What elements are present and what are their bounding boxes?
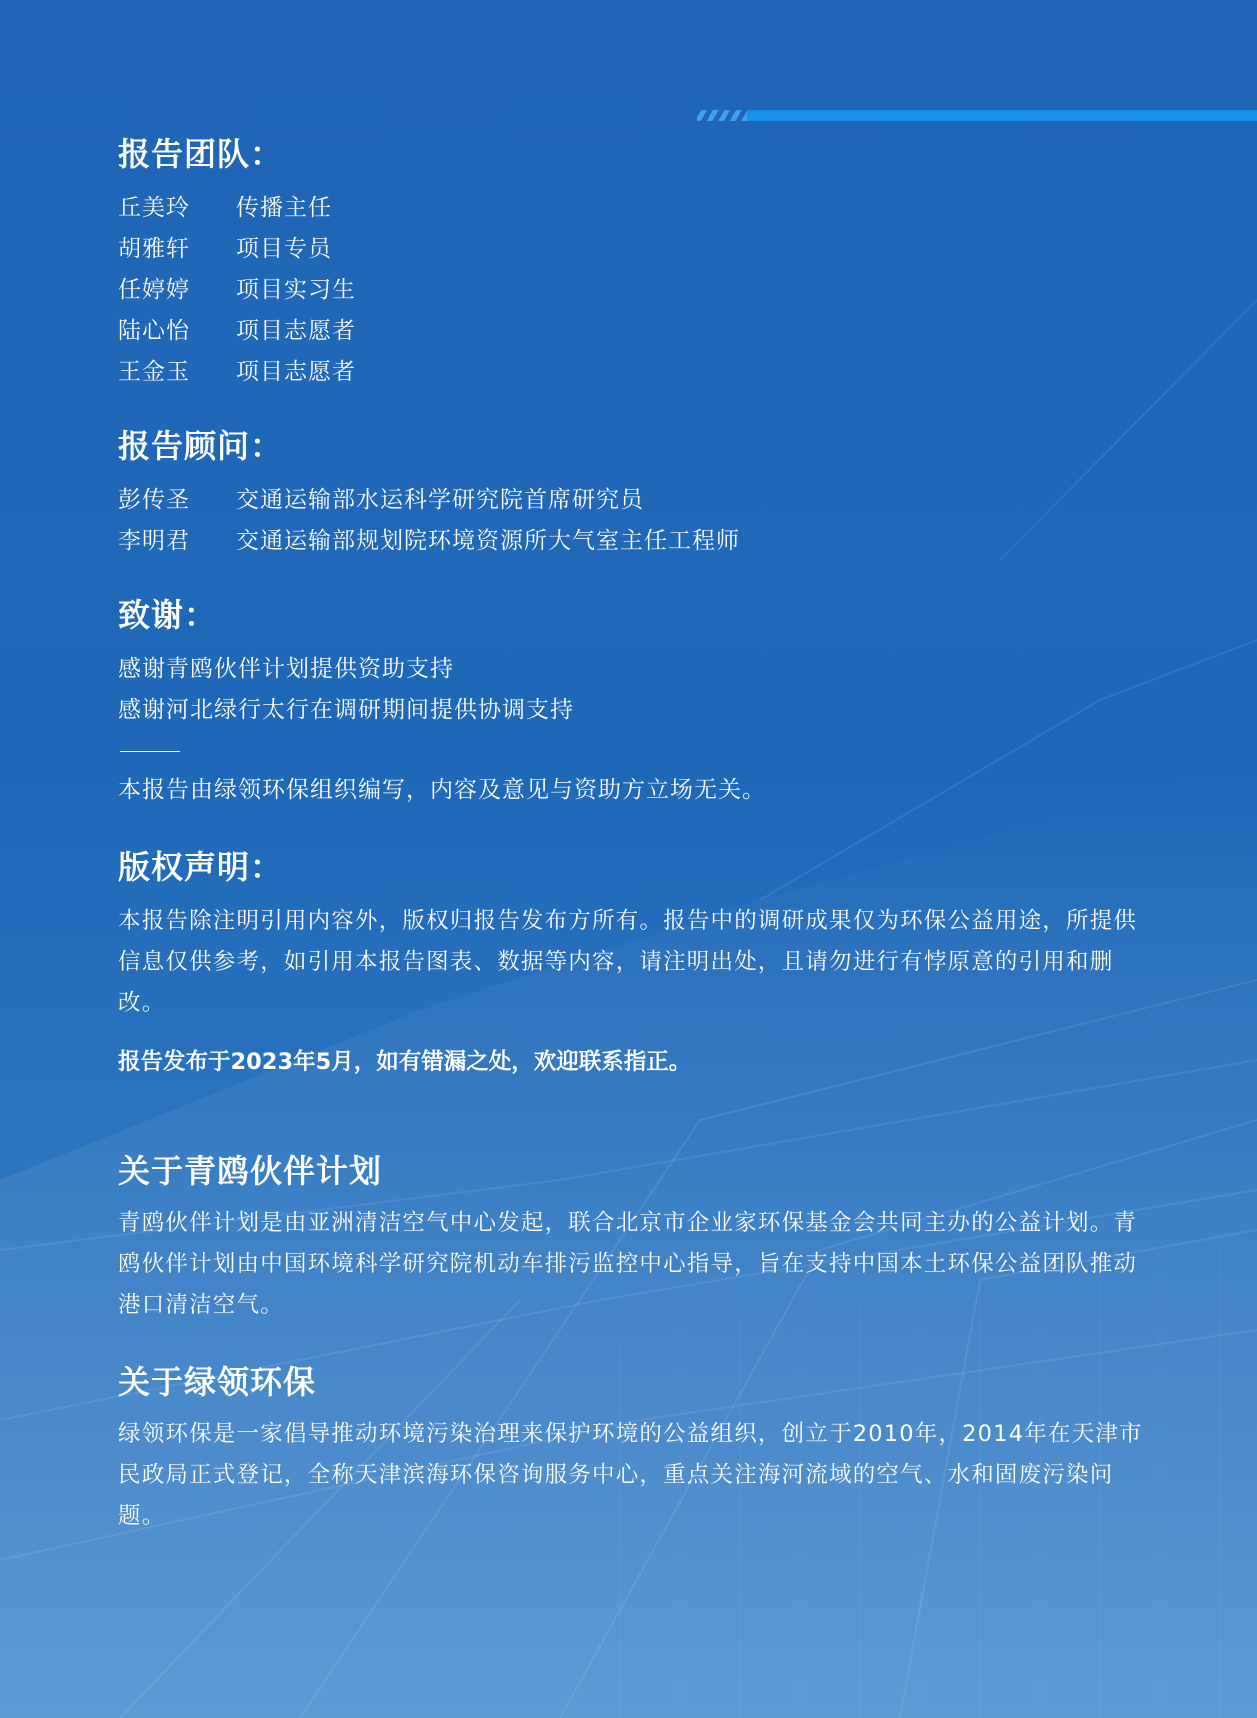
spacer <box>118 1083 1148 1145</box>
spacer <box>118 393 1148 420</box>
accent-stripes <box>697 110 747 121</box>
advisor-role: 交通运输部水运科学研究院首席研究员 <box>236 487 644 513</box>
advisor-row <box>118 521 1148 562</box>
spacer <box>118 1326 1148 1356</box>
member-role: 项目实习生 <box>236 277 356 303</box>
published-note: 报告发布于2023年5月，如有错漏之处，欢迎联系指正。 <box>118 1049 692 1075</box>
advisor-name: 李明君 <box>118 528 190 554</box>
advisor-role: 交通运输部规划院环境资源所大气室主任工程师 <box>236 528 740 554</box>
about-lvling-section <box>118 1356 1148 1537</box>
advisors-section <box>118 420 1148 562</box>
about-qingou-text: 青鸥伙伴计划是由亚洲清洁空气中心发起，联合北京市企业家环保基金会共同主办的公益计划。青鸥伙伴计划由中国环境科学研究院机动车排污监控中心指导，旨在支持中国本土环保公益团队推动港口清洁空气。 <box>118 1210 1138 1318</box>
advisor-name: 彭传圣 <box>118 487 190 513</box>
about-lvling-heading: 关于绿领环保 <box>118 1363 317 1401</box>
thanks-lines <box>118 649 1148 731</box>
disclaimer-note: 本报告由绿领环保组织编写，内容及意见与资助方立场无关。 <box>118 777 766 803</box>
advisors-heading: 报告顾问： <box>118 427 284 465</box>
member-name: 丘美玲 <box>118 195 190 221</box>
thanks-heading: 致谢： <box>118 596 218 634</box>
copyright-section <box>118 841 1148 1083</box>
advisor-row <box>118 480 1148 521</box>
team-member-row <box>118 229 1148 270</box>
team-section <box>118 128 1148 393</box>
team-member-row <box>118 270 1148 311</box>
team-roster <box>118 188 1148 393</box>
member-name: 王金玉 <box>118 359 190 385</box>
member-role: 项目专员 <box>236 236 332 262</box>
copyright-heading: 版权声明： <box>118 848 284 886</box>
thanks-line: 感谢青鸥伙伴计划提供资助支持 <box>118 656 454 682</box>
member-role: 项目志愿者 <box>236 359 356 385</box>
header-accent-bar <box>697 110 1257 121</box>
team-heading: 报告团队： <box>118 135 284 173</box>
member-name: 胡雅轩 <box>118 236 190 262</box>
member-name: 任婷婷 <box>118 277 190 303</box>
member-role: 传播主任 <box>236 195 332 221</box>
team-member-row <box>118 352 1148 393</box>
copyright-text: 本报告除注明引用内容外，版权归报告发布方所有。报告中的调研成果仅为环保公益用途，所提供信息仅供参考，如引用本报告图表、数据等内容，请注明出处，且请勿进行有悖原意的引用和删改。 <box>118 908 1138 1016</box>
member-role: 项目志愿者 <box>236 318 356 344</box>
thanks-section <box>118 589 1148 811</box>
divider <box>120 751 180 752</box>
document-content <box>118 128 1148 1537</box>
accent-solid-bar <box>747 110 1257 121</box>
advisors-roster <box>118 480 1148 562</box>
spacer <box>118 562 1148 589</box>
about-qingou-section <box>118 1145 1148 1326</box>
about-lvling-text: 绿领环保是一家倡导推动环境污染治理来保护环境的公益组织，创立于2010年，2014年在天津市民政局正式登记，全称天津滨海环保咨询服务中心，重点关注海河流域的空气、水和固废污染问题。 <box>118 1421 1143 1529</box>
team-member-row <box>118 188 1148 229</box>
spacer <box>118 811 1148 841</box>
about-qingou-heading: 关于青鸥伙伴计划 <box>118 1152 383 1190</box>
thanks-line: 感谢河北绿行太行在调研期间提供协调支持 <box>118 697 574 723</box>
team-member-row <box>118 311 1148 352</box>
member-name: 陆心怡 <box>118 318 190 344</box>
